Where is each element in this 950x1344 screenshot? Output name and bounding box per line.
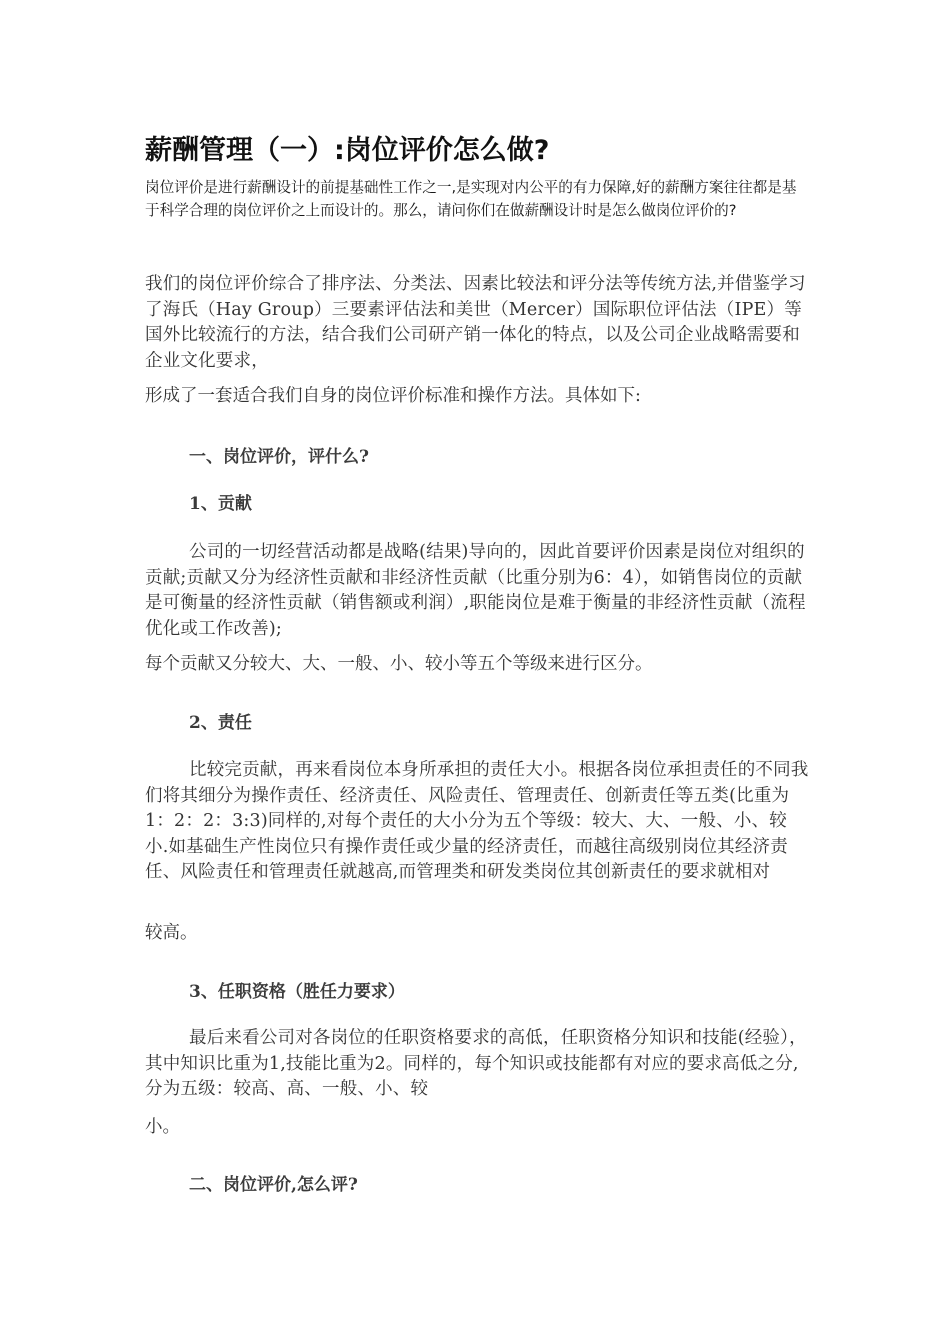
subheading-contribution: 1、贡献 <box>189 494 252 514</box>
paragraph-contribution: 公司的一切经营活动都是战略(结果)导向的，因此首要评价因素是岗位对组织的贡献;贡献又分为经济性贡献和非经济性贡献（比重分别为6：4），如销售岗位的贡献是可衡量的经济性贡献（销售额或利润）,职能岗位是难于衡量的非经济性贡献（流程优化或工作改善); <box>145 542 806 639</box>
subheading-responsibility: 2、责任 <box>189 713 252 733</box>
paragraph-qualification: 最后来看公司对各岗位的任职资格要求的高低，任职资格分知识和技能(经验），其中知识比重为1,技能比重为2。同样的，每个知识或技能都有对应的要求高低之分,分为五级：较高、高、一般、小、较 <box>145 1028 807 1099</box>
paragraph-contribution-end: 每个贡献又分较大、大、一般、小、较小等五个等级来进行区分。 <box>145 654 653 674</box>
section-heading-what: 一、岗位评价，评什么? <box>189 447 369 467</box>
paragraph-overview: 我们的岗位评价综合了排序法、分类法、因素比较法和评分法等传统方法,并借鉴学习了海氏（Hay Group）三要素评估法和美世（Mercer）国际职位评估法（IPE）等国外比较流行的方法，结合我们公司研产销一体化的特点，以及公司企业战略需要和企业文化要求， <box>145 274 806 371</box>
section-heading-how: 二、岗位评价,怎么评? <box>189 1175 358 1195</box>
article-intro: 岗位评价是进行薪酬设计的前提基础性工作之一,是实现对内公平的有力保障,好的薪酬方案往往都是基于科学合理的岗位评价之上而设计的。那么，请问你们在做薪酬设计时是怎么做岗位评价的? <box>145 179 797 219</box>
subheading-qualification: 3、任职资格（胜任力要求） <box>189 982 405 1002</box>
paragraph-responsibility: 比较完贡献，再来看岗位本身所承担的责任大小。根据各岗位承担责任的不同我们将其细分为操作责任、经济责任、风险责任、管理责任、创新责任等五类(比重为1：2：2：3:3)同样的,对每个责任的大小分为五个等级：较大、大、一般、小、较小.如基础生产性岗位只有操作责任或少量的经济责任，而越往高级别岗位其经济责任、风险责任和管理责任就越高,而管理类和研发类岗位其创新责任的要求就相对 <box>145 760 809 882</box>
paragraph-qualification-end: 小。 <box>145 1117 180 1137</box>
paragraph-responsibility-end: 较高。 <box>145 923 198 943</box>
paragraph-overview-end: 形成了一套适合我们自身的岗位评价标准和操作方法。具体如下: <box>145 386 641 406</box>
article-title: 薪酬管理（一）:岗位评价怎么做? <box>145 135 550 166</box>
